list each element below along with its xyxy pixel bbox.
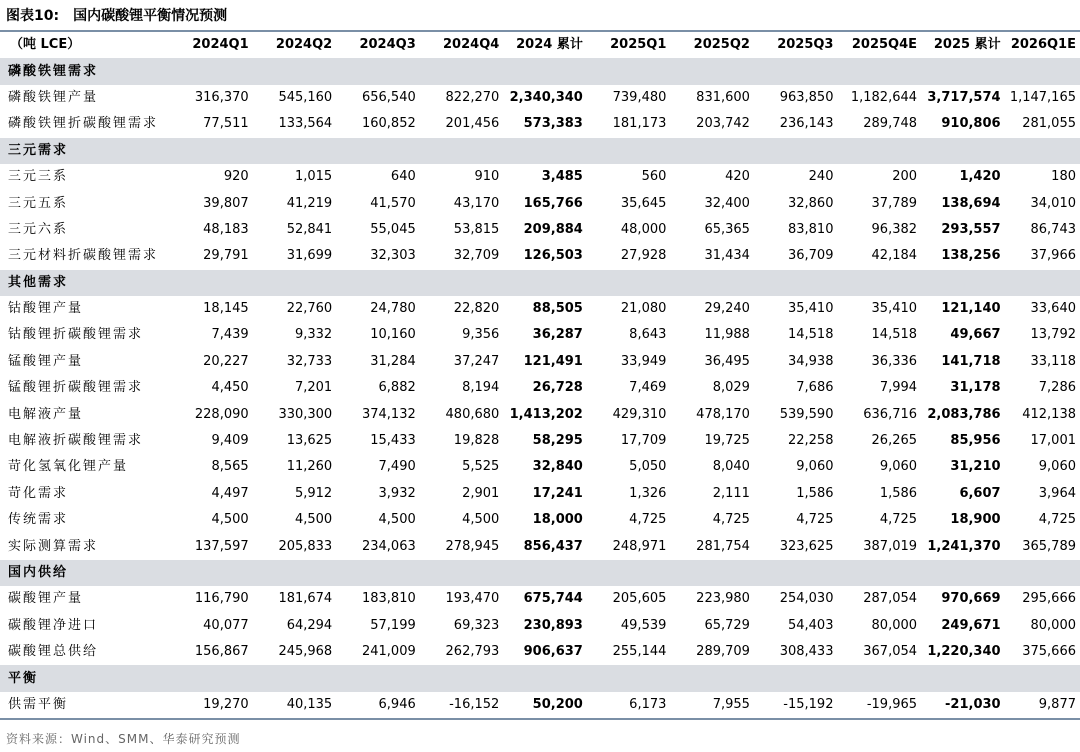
section-header-row — [0, 665, 1080, 691]
table-cell: 9,356 — [462, 327, 500, 343]
table-cell: 374,132 — [361, 406, 416, 422]
table-cell: 970,669 — [941, 591, 1001, 607]
table-cell: 32,733 — [286, 353, 333, 369]
table-cell: 19,725 — [704, 433, 750, 449]
table-row — [0, 322, 1080, 348]
table-cell: 9,332 — [294, 327, 333, 343]
table-cell: 34,010 — [1030, 195, 1076, 211]
table-cell: 31,178 — [950, 380, 1001, 396]
table-cell: 50,200 — [503, 692, 587, 719]
unit-header: （吨 LCE） — [10, 37, 81, 53]
table-cell: 40,077 — [203, 617, 249, 633]
table-cell: 65,729 — [704, 617, 750, 633]
table-cell: 49,667 — [950, 327, 1001, 343]
table-cell: 36,287 — [532, 327, 583, 343]
header-row — [0, 32, 1080, 58]
table-cell: 31,699 — [286, 248, 333, 264]
table-cell: 27,928 — [620, 248, 667, 264]
table-cell: 126,503 — [523, 248, 583, 264]
row-label: 碳酸锂总供给 — [8, 644, 99, 660]
table-cell: 230,893 — [523, 617, 583, 633]
table-cell: 636,716 — [863, 406, 918, 422]
table-cell: 20,227 — [203, 353, 249, 369]
table-cell: 6,173 — [587, 692, 671, 719]
table-cell: 116,790 — [194, 591, 249, 607]
table-cell: 1,586 — [879, 485, 918, 501]
table-cell: 4,500 — [378, 512, 416, 528]
table-cell: 387,019 — [863, 538, 918, 554]
table-cell: 14,518 — [871, 327, 918, 343]
table-cell: 54,403 — [787, 617, 834, 633]
table-cell: 37,247 — [453, 353, 500, 369]
table-cell: 31,210 — [950, 459, 1001, 475]
table-cell: 55,045 — [370, 221, 416, 237]
table-cell: 254,030 — [779, 591, 834, 607]
column-header: 2025 累计 — [933, 37, 1001, 53]
section-header-row — [0, 138, 1080, 164]
table-cell: 137,597 — [194, 538, 249, 554]
table-cell: 255,144 — [612, 644, 667, 660]
table-cell: 278,945 — [445, 538, 500, 554]
table-cell: 480,680 — [445, 406, 500, 422]
table-cell: 6,882 — [378, 380, 416, 396]
table-cell: 241,009 — [361, 644, 416, 660]
table-cell: 33,640 — [1030, 301, 1076, 317]
table-cell: 1,147,165 — [1009, 89, 1076, 105]
table-cell: 429,310 — [612, 406, 667, 422]
section-header-row — [0, 560, 1080, 586]
table-cell: 1,015 — [294, 169, 333, 185]
table-cell: 36,336 — [871, 353, 918, 369]
table-cell: 8,040 — [712, 459, 750, 475]
table-cell: 37,966 — [1030, 248, 1076, 264]
column-header: 2025Q1 — [610, 37, 667, 53]
table-cell: 293,557 — [941, 221, 1001, 237]
table-cell: 11,988 — [704, 327, 750, 343]
table-cell: 26,265 — [871, 433, 918, 449]
table-cell: 9,409 — [211, 433, 249, 449]
row-label: 实际测算需求 — [8, 538, 99, 554]
table-cell: 1,326 — [629, 485, 667, 501]
table-cell: 245,968 — [278, 644, 333, 660]
table-cell: 4,725 — [879, 512, 918, 528]
table-cell: 14,518 — [787, 327, 834, 343]
table-cell: 1,420 — [959, 169, 1001, 185]
table-cell: 29,791 — [203, 248, 249, 264]
table-cell: 1,241,370 — [927, 538, 1001, 554]
table-cell: 42,184 — [871, 248, 918, 264]
table-cell: 201,456 — [445, 116, 500, 132]
table-cell: 4,725 — [1038, 512, 1076, 528]
row-label: 碳酸锂产量 — [8, 591, 84, 607]
table-cell: 2,083,786 — [927, 406, 1001, 422]
table-cell: 209,884 — [523, 221, 583, 237]
row-label: 三元材料折碳酸锂需求 — [8, 248, 159, 264]
table-cell: 8,029 — [712, 380, 750, 396]
balance-table — [0, 32, 1080, 720]
table-cell: 64,294 — [286, 617, 333, 633]
table-cell: 160,852 — [361, 116, 416, 132]
table-cell: 121,491 — [523, 353, 583, 369]
table-cell: 138,694 — [941, 195, 1001, 211]
table-cell: 4,500 — [211, 512, 249, 528]
table-row — [0, 243, 1080, 269]
table-cell: 323,625 — [779, 538, 834, 554]
table-cell: 9,060 — [1038, 459, 1076, 475]
table-cell: 281,754 — [696, 538, 750, 554]
table-cell: 69,323 — [453, 617, 500, 633]
table-cell: 32,840 — [532, 459, 583, 475]
table-cell: 316,370 — [194, 89, 249, 105]
table-row — [0, 217, 1080, 243]
table-cell: 920 — [223, 169, 249, 185]
table-cell: 365,789 — [1022, 538, 1076, 554]
table-cell: 10,160 — [370, 327, 416, 343]
table-cell: 121,140 — [941, 301, 1001, 317]
table-cell: 200 — [892, 169, 918, 185]
section-header-row — [0, 270, 1080, 296]
section-title: 平衡 — [0, 665, 1080, 691]
row-label: 钴酸锂折碳酸锂需求 — [8, 327, 144, 343]
table-cell: 236,143 — [779, 116, 834, 132]
table-cell: 52,841 — [286, 221, 333, 237]
table-cell: 17,001 — [1030, 433, 1076, 449]
table-cell: 6,946 — [336, 692, 420, 719]
section-title: 磷酸铁锂需求 — [0, 58, 1080, 84]
table-cell: 5,525 — [462, 459, 500, 475]
table-cell: 13,625 — [286, 433, 333, 449]
table-cell: 330,300 — [278, 406, 333, 422]
figure-title — [6, 5, 227, 25]
table-cell: 193,470 — [445, 591, 500, 607]
table-cell: 18,900 — [950, 512, 1001, 528]
table-cell: 39,807 — [203, 195, 249, 211]
table-row — [0, 454, 1080, 480]
table-cell: 205,833 — [278, 538, 333, 554]
table-cell: 7,286 — [1038, 380, 1076, 396]
table-cell: 48,000 — [620, 221, 667, 237]
table-cell: 7,439 — [211, 327, 249, 343]
table-cell: 420 — [725, 169, 750, 185]
column-header: 2025Q2 — [693, 37, 750, 53]
table-cell: 29,240 — [704, 301, 750, 317]
table-cell: 53,815 — [453, 221, 500, 237]
table-row — [0, 349, 1080, 375]
row-label: 磷酸铁锂产量 — [8, 89, 99, 105]
table-cell: 539,590 — [779, 406, 834, 422]
table-cell: 1,586 — [796, 485, 834, 501]
table-cell: 910,806 — [941, 116, 1001, 132]
row-label: 电解液折碳酸锂需求 — [8, 433, 144, 449]
table-row — [0, 507, 1080, 533]
table-cell: 8,643 — [629, 327, 667, 343]
table-cell: 262,793 — [445, 644, 500, 660]
table-cell: 48,183 — [203, 221, 249, 237]
table-row — [0, 375, 1080, 401]
table-cell: 49,539 — [620, 617, 667, 633]
table-cell: 86,743 — [1030, 221, 1076, 237]
column-header: 2025Q3 — [777, 37, 834, 53]
table-row — [0, 401, 1080, 427]
table-row — [0, 85, 1080, 111]
table-cell: 856,437 — [523, 538, 583, 554]
table-cell: 8,194 — [462, 380, 500, 396]
table-cell: 1,220,340 — [927, 644, 1001, 660]
table-cell: -16,152 — [420, 692, 504, 719]
figure-title-text: 国内碳酸锂平衡情况预测 — [73, 8, 228, 24]
table-cell: 156,867 — [194, 644, 249, 660]
table-row — [0, 639, 1080, 665]
table-cell: 40,135 — [253, 692, 337, 719]
row-label: 磷酸铁锂折碳酸锂需求 — [8, 116, 159, 132]
table-cell: 6,607 — [959, 485, 1001, 501]
table-cell: 739,480 — [612, 89, 667, 105]
table-cell: 32,709 — [453, 248, 500, 264]
table-cell: 133,564 — [278, 116, 333, 132]
table-cell: 545,160 — [278, 89, 333, 105]
table-cell: 77,511 — [203, 116, 249, 132]
figure-label: 图表10: — [6, 8, 60, 24]
column-header: 2024Q2 — [275, 37, 333, 53]
table-cell: 963,850 — [779, 89, 834, 105]
table-cell: 19,270 — [175, 692, 252, 719]
table-cell: 57,199 — [370, 617, 416, 633]
table-cell: 7,686 — [796, 380, 834, 396]
table-cell: 35,410 — [871, 301, 918, 317]
table-cell: 2,111 — [712, 485, 750, 501]
table-cell: 17,241 — [532, 485, 583, 501]
table-cell: 640 — [390, 169, 416, 185]
table-cell: 22,820 — [453, 301, 500, 317]
table-cell: 560 — [641, 169, 667, 185]
table-cell: 21,080 — [620, 301, 667, 317]
table-cell: 15,433 — [370, 433, 416, 449]
table-cell: 3,964 — [1038, 485, 1076, 501]
table-cell: 1,413,202 — [509, 406, 583, 422]
table-cell: 80,000 — [871, 617, 918, 633]
table-cell: 8,565 — [211, 459, 249, 475]
table-cell: -19,965 — [837, 692, 921, 719]
table-cell: 138,256 — [941, 248, 1001, 264]
table-cell: 13,792 — [1030, 327, 1076, 343]
table-cell: 228,090 — [194, 406, 249, 422]
row-label: 三元六系 — [8, 221, 69, 237]
row-label: 苛化氢氧化锂产量 — [8, 459, 129, 475]
row-label: 钴酸锂产量 — [8, 301, 84, 317]
table-cell: 4,500 — [294, 512, 333, 528]
column-header: 2024Q4 — [443, 37, 500, 53]
table-cell: 180 — [1051, 169, 1076, 185]
table-cell: 240 — [808, 169, 834, 185]
column-header: 2024Q3 — [359, 37, 416, 53]
table-cell: 223,980 — [696, 591, 750, 607]
table-cell: 33,949 — [620, 353, 667, 369]
table-cell: 234,063 — [361, 538, 416, 554]
table-cell: 412,138 — [1022, 406, 1076, 422]
table-cell: 289,748 — [863, 116, 918, 132]
table-cell: 165,766 — [523, 195, 583, 211]
table-cell: 80,000 — [1030, 617, 1076, 633]
table-cell: 181,674 — [278, 591, 333, 607]
table-row — [0, 296, 1080, 322]
table-cell: 17,709 — [620, 433, 667, 449]
table-row — [0, 190, 1080, 216]
table-cell: 96,382 — [871, 221, 918, 237]
table-cell: 36,709 — [787, 248, 834, 264]
column-header: 2026Q1E — [1010, 37, 1076, 53]
table-cell: 43,170 — [453, 195, 500, 211]
table-cell: 36,495 — [704, 353, 750, 369]
table-cell: 573,383 — [523, 116, 583, 132]
table-cell: 3,717,574 — [927, 89, 1001, 105]
column-header: 2024 累计 — [516, 37, 583, 53]
table-body — [0, 58, 1080, 719]
table-cell: 183,810 — [361, 591, 416, 607]
table-cell: 58,295 — [532, 433, 583, 449]
table-row — [0, 692, 1080, 719]
table-row — [0, 428, 1080, 454]
table-cell: 656,540 — [361, 89, 416, 105]
table-cell: 32,400 — [704, 195, 750, 211]
table-cell: 287,054 — [863, 591, 918, 607]
table-cell: 281,055 — [1022, 116, 1076, 132]
table-cell: 3,932 — [378, 485, 416, 501]
table-cell: 4,725 — [796, 512, 834, 528]
table-cell: 37,789 — [871, 195, 918, 211]
table-cell: 7,201 — [294, 380, 333, 396]
column-header: 2025Q4E — [851, 37, 918, 53]
table-cell: 9,877 — [1005, 692, 1080, 719]
row-label: 碳酸锂净进口 — [8, 617, 99, 633]
table-cell: 35,410 — [787, 301, 834, 317]
table-cell: 41,570 — [370, 195, 416, 211]
table-cell: 9,060 — [796, 459, 834, 475]
table-cell: 9,060 — [879, 459, 918, 475]
table-cell: 11,260 — [286, 459, 333, 475]
table-cell: 203,742 — [696, 116, 750, 132]
table-cell: 4,497 — [211, 485, 249, 501]
table-cell: 2,340,340 — [509, 89, 583, 105]
table-cell: 22,258 — [787, 433, 834, 449]
table-cell: 33,118 — [1030, 353, 1076, 369]
table-cell: 205,605 — [612, 591, 667, 607]
table-cell: 7,469 — [629, 380, 667, 396]
table-row — [0, 111, 1080, 137]
table-cell: 24,780 — [370, 301, 416, 317]
row-label: 三元三系 — [8, 169, 69, 185]
row-label: 传统需求 — [8, 512, 69, 528]
table-cell: 22,760 — [286, 301, 333, 317]
table-cell: 4,450 — [211, 380, 249, 396]
table-cell: 31,284 — [370, 353, 416, 369]
table-cell: 32,303 — [370, 248, 416, 264]
table-cell: 295,666 — [1022, 591, 1076, 607]
section-title: 国内供给 — [0, 560, 1080, 586]
table-cell: 7,955 — [670, 692, 754, 719]
row-label: 供需平衡 — [0, 692, 175, 719]
table-cell: 675,744 — [523, 591, 583, 607]
table-cell: 88,505 — [532, 301, 583, 317]
table-cell: 18,145 — [203, 301, 249, 317]
table-cell: 7,490 — [378, 459, 416, 475]
table-cell: 83,810 — [787, 221, 834, 237]
table-cell: 19,828 — [453, 433, 500, 449]
table-cell: -21,030 — [921, 692, 1005, 719]
table-cell: 831,600 — [696, 89, 750, 105]
table-cell: 26,728 — [532, 380, 583, 396]
table-row — [0, 164, 1080, 190]
table-cell: 18,000 — [532, 512, 583, 528]
table-row — [0, 481, 1080, 507]
table-cell: 32,860 — [787, 195, 834, 211]
table-cell: 181,173 — [612, 116, 667, 132]
table-row — [0, 533, 1080, 559]
table-cell: 5,050 — [629, 459, 667, 475]
table-cell: 4,500 — [462, 512, 500, 528]
table-cell: 85,956 — [950, 433, 1001, 449]
row-label: 锰酸锂产量 — [8, 353, 84, 369]
table-cell: 308,433 — [779, 644, 834, 660]
row-label: 苛化需求 — [8, 485, 69, 501]
table-cell: 4,725 — [629, 512, 667, 528]
table-cell: 34,938 — [787, 353, 834, 369]
column-header: 2024Q1 — [192, 37, 249, 53]
table-cell: 289,709 — [696, 644, 750, 660]
table-cell: 478,170 — [696, 406, 750, 422]
table-cell: 375,666 — [1022, 644, 1076, 660]
table-cell: -15,192 — [754, 692, 838, 719]
table-cell: 906,637 — [523, 644, 583, 660]
table-cell: 3,485 — [541, 169, 583, 185]
table-cell: 248,971 — [612, 538, 667, 554]
table-row — [0, 613, 1080, 639]
row-label: 电解液产量 — [8, 406, 84, 422]
table-cell: 1,182,644 — [850, 89, 918, 105]
row-label: 三元五系 — [8, 195, 69, 211]
title-bar — [0, 0, 1080, 32]
table-cell: 367,054 — [863, 644, 918, 660]
table-cell: 5,912 — [294, 485, 333, 501]
section-header-row — [0, 58, 1080, 84]
row-label: 锰酸锂折碳酸锂需求 — [8, 380, 144, 396]
table-cell: 35,645 — [620, 195, 667, 211]
table-cell: 41,219 — [286, 195, 333, 211]
table-cell: 31,434 — [704, 248, 750, 264]
table-cell: 65,365 — [704, 221, 750, 237]
section-title: 其他需求 — [0, 270, 1080, 296]
table-cell: 2,901 — [462, 485, 500, 501]
table-cell: 822,270 — [445, 89, 500, 105]
table-cell: 141,718 — [941, 353, 1001, 369]
table-cell: 249,671 — [941, 617, 1001, 633]
source-note: 资料来源：Wind、SMM、华泰研究预测 — [6, 732, 241, 746]
table-cell: 910 — [474, 169, 500, 185]
table-cell: 4,725 — [712, 512, 750, 528]
section-title: 三元需求 — [0, 138, 1080, 164]
table-row — [0, 586, 1080, 612]
table-cell: 7,994 — [879, 380, 918, 396]
